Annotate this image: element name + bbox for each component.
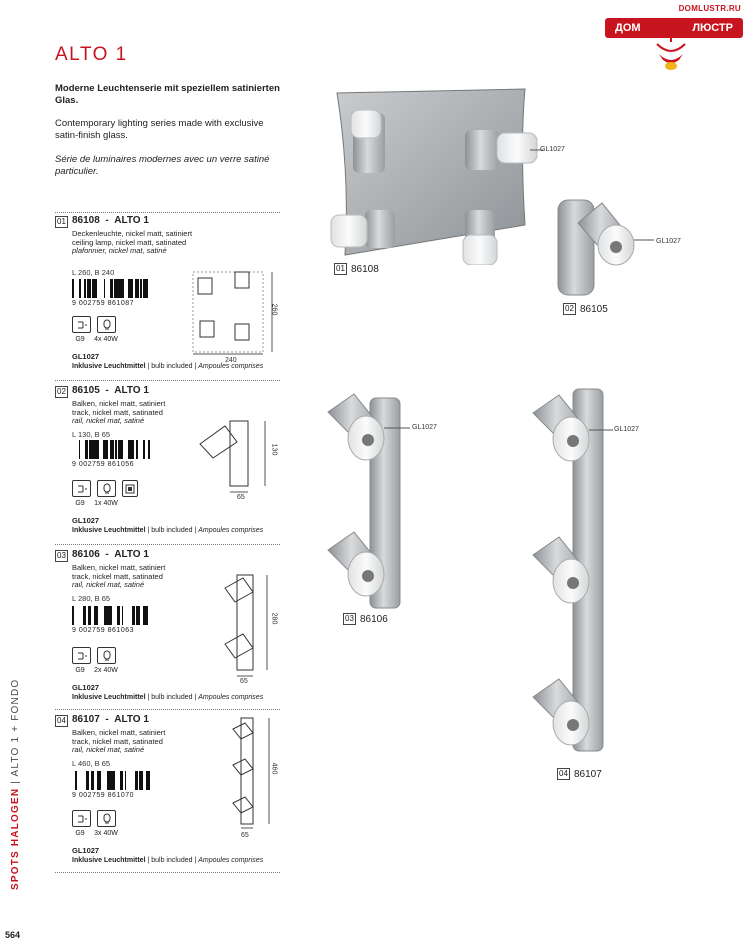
product-label-86108: 01 86108 [334, 263, 379, 275]
barcode-bar [115, 440, 117, 459]
barcode-bar [83, 606, 86, 625]
barcode-bar [143, 440, 145, 459]
intro-french: Série de luminaires modernes avec un verre satiné particulier. [55, 154, 270, 177]
barcode-bar [75, 771, 77, 790]
socket-symbol-icon [72, 647, 91, 664]
barcode-bar [118, 440, 121, 459]
barcode-bar [105, 606, 107, 625]
description-en: ceiling lamp, nickel matt, satinated [72, 237, 187, 247]
barcode-bar [107, 606, 108, 625]
section-name: ALTO 1 [114, 385, 149, 396]
barcode-bar [139, 606, 140, 625]
drawing-height: 260 [270, 303, 278, 316]
barcode-bar [94, 606, 95, 625]
glass-callout: GL1027 [412, 424, 437, 431]
bulb-symbol-icon [97, 810, 116, 827]
product-label-86105: 02 86105 [563, 303, 608, 315]
product-section-01 [55, 216, 280, 376]
section-code: 86105 [72, 385, 100, 396]
barcode-bar [97, 771, 98, 790]
barcode-bar [79, 440, 80, 459]
description-de: Deckenleuchte, nickel matt, satiniert [72, 229, 193, 238]
section-divider [55, 872, 280, 873]
section-description [72, 564, 165, 590]
barcode-bar [140, 279, 142, 298]
barcode-bar [98, 771, 101, 790]
bulb-included-note: Inklusive Leuchtmittel | bulb included | Ampoules comprises [72, 857, 264, 864]
technical-drawing-86108 [190, 266, 280, 356]
section-heading: 86108 - ALTO 1 [72, 215, 149, 226]
page-title: ALTO 1 [55, 44, 128, 65]
glass-callout: GL1027 [540, 146, 565, 153]
brand-logo [595, 2, 747, 74]
barcode-bar [128, 279, 130, 298]
dimensions: L 260, B 240 [72, 268, 115, 277]
section-number: 03 [55, 550, 68, 562]
socket-label: G9 [75, 500, 85, 507]
barcode-bar [146, 771, 149, 790]
section-number: 02 [55, 386, 68, 398]
barcode-bar [114, 279, 115, 298]
barcode-bar [135, 279, 136, 298]
glass-callout: GL1027 [656, 238, 681, 245]
glass-callout: GL1027 [614, 426, 639, 433]
product-image-86105 [550, 195, 660, 300]
barcode-bar [103, 440, 105, 459]
socket-label: G9 [75, 667, 85, 674]
logo-word-left: ДОМ [615, 22, 641, 34]
glass-code: GL1027 [72, 516, 100, 525]
section-description [72, 230, 192, 256]
barcode-bar [122, 606, 123, 625]
bulb-label: 4x 40W [94, 336, 118, 343]
logo-url: DOMLUSTR.RU [678, 4, 741, 13]
product-label-86106: 03 86106 [343, 613, 388, 625]
barcode-bar [136, 279, 139, 298]
section-divider [55, 544, 280, 545]
barcode-bar [128, 440, 131, 459]
drawing-width: 65 [237, 494, 245, 501]
barcode-bar [118, 606, 120, 625]
barcode-bar [131, 440, 134, 459]
barcode-bar [107, 771, 108, 790]
barcode-bar [142, 771, 143, 790]
dimensions: L 130, B 65 [72, 430, 111, 439]
barcode-bar [72, 606, 74, 625]
barcode-bar [122, 279, 123, 298]
drawing-width: 240 [225, 357, 237, 364]
series-label: ALTO 1 + FONDO [10, 678, 21, 777]
vertical-section-title [10, 679, 21, 890]
intro-german: Moderne Leuchtenserie mit speziellem satinierten Glas. [55, 83, 280, 106]
dimensions: L 280, B 65 [72, 594, 111, 603]
barcode-bar [117, 606, 118, 625]
intro-english: Contemporary lighting series made with exclusive satin-finish glass. [55, 118, 264, 141]
product-image-86106 [318, 390, 418, 610]
barcode-bar [120, 771, 121, 790]
barcode-bar [109, 606, 112, 625]
barcode-bar [93, 440, 96, 459]
technical-drawing-86105 [195, 416, 278, 496]
barcode-bar [72, 279, 74, 298]
barcode-number: 9 002759 861056 [72, 461, 134, 468]
description-fr: rail, nickel mat, satiné [72, 580, 145, 589]
barcode-bar [110, 279, 113, 298]
socket-label: G9 [75, 830, 85, 837]
bulb-symbol-icon [97, 480, 116, 497]
barcode-bar [136, 606, 139, 625]
barcode-bar [123, 279, 124, 298]
barcode-bar [143, 606, 146, 625]
barcode-bar [111, 771, 112, 790]
bulb-symbol-icon [97, 316, 116, 333]
description-en: track, nickel matt, satinated [72, 571, 163, 581]
barcode-bar [89, 279, 91, 298]
barcode-graphic [72, 771, 150, 790]
technical-drawing-86106 [215, 570, 278, 680]
dimensions: L 460, B 65 [72, 759, 111, 768]
barcode-graphic [72, 606, 150, 625]
barcode-bar [125, 771, 126, 790]
barcode-bar [118, 279, 121, 298]
barcode-bar [96, 440, 97, 459]
product-label-86107: 04 86107 [557, 768, 602, 780]
barcode-bar [146, 606, 148, 625]
barcode-bar [84, 279, 86, 298]
barcode-bar [94, 279, 97, 298]
barcode-bar [148, 440, 150, 459]
page-number: 564 [5, 930, 21, 940]
barcode-bar [111, 440, 114, 459]
barcode-bar [88, 606, 91, 625]
section-number: 04 [55, 715, 68, 727]
description-de: Balken, nickel matt, satiniert [72, 399, 166, 408]
bulb-label: 2x 40W [94, 667, 118, 674]
barcode-bar [108, 606, 109, 625]
drawing-height: 280 [270, 612, 278, 625]
description-en: track, nickel matt, satinated [72, 736, 163, 746]
category-separator: | [10, 779, 21, 784]
barcode-bar [104, 606, 105, 625]
description-fr: rail, nickel mat, satiné [72, 745, 145, 754]
barcode-bar [79, 279, 81, 298]
barcode-bar [108, 771, 110, 790]
barcode-bar [85, 440, 88, 459]
section-description [72, 729, 165, 755]
section-divider [55, 380, 280, 381]
description-en: track, nickel matt, satinated [72, 407, 163, 417]
barcode-bar [136, 440, 138, 459]
barcode-bar [97, 440, 98, 459]
barcode-graphic [72, 440, 150, 459]
barcode-bar [95, 606, 98, 625]
barcode-bar [91, 771, 94, 790]
barcode-bar [110, 771, 111, 790]
socket-symbol-icon [72, 810, 91, 827]
drawing-width: 65 [240, 678, 248, 685]
barcode-graphic [72, 279, 150, 298]
product-image-86108 [325, 85, 550, 265]
barcode-bar [132, 606, 135, 625]
section-code: 86107 [72, 714, 100, 725]
glass-code: GL1027 [72, 846, 100, 855]
product-image-86107 [525, 385, 625, 755]
barcode-bar [104, 279, 105, 298]
section-number: 01 [55, 216, 68, 228]
product-section-04 [55, 715, 280, 875]
barcode-number: 9 002759 861087 [72, 300, 134, 307]
barcode-bar [107, 440, 108, 459]
product-section-02 [55, 386, 280, 541]
section-name: ALTO 1 [114, 714, 149, 725]
barcode-bar [132, 279, 133, 298]
section-description [72, 400, 165, 426]
barcode-bar [130, 279, 132, 298]
category-label: SPOTS HALOGEN [10, 787, 21, 890]
section-code: 86106 [72, 549, 100, 560]
bulb-symbol-icon [97, 647, 116, 664]
description-de: Balken, nickel matt, satiniert [72, 728, 166, 737]
barcode-bar [115, 279, 118, 298]
socket-symbol-icon [72, 480, 91, 497]
section-divider [55, 212, 280, 213]
barcode-bar [105, 440, 107, 459]
barcode-bar [139, 771, 142, 790]
logo-word-right: ЛЮСТР [692, 22, 733, 34]
barcode-number: 9 002759 861063 [72, 627, 134, 634]
barcode-bar [121, 440, 123, 459]
socket-symbol-icon [72, 316, 91, 333]
chandelier-icon [651, 36, 691, 72]
section-heading: 86105 - ALTO 1 [72, 385, 149, 396]
section-divider [55, 709, 280, 710]
bulb-included-note: Inklusive Leuchtmittel | bulb included | Ampoules comprises [72, 363, 264, 370]
section-code: 86108 [72, 215, 100, 226]
socket-label: G9 [75, 336, 85, 343]
energy-class-icon [122, 480, 138, 497]
barcode-bar [90, 440, 93, 459]
barcode-bar [135, 771, 138, 790]
barcode-bar [87, 279, 88, 298]
section-heading: 86106 - ALTO 1 [72, 549, 149, 560]
product-section-03 [55, 550, 280, 710]
drawing-width: 65 [241, 832, 249, 839]
barcode-bar [149, 771, 150, 790]
drawing-height: 460 [270, 762, 278, 775]
glass-code: GL1027 [72, 683, 100, 692]
barcode-bar [112, 771, 115, 790]
barcode-bar [89, 440, 90, 459]
description-de: Balken, nickel matt, satiniert [72, 563, 166, 572]
barcode-bar [98, 440, 99, 459]
barcode-bar [121, 771, 123, 790]
logo-banner [605, 18, 743, 38]
section-name: ALTO 1 [114, 215, 149, 226]
description-fr: plafonnier, nickel mat, satiné [72, 246, 167, 255]
drawing-height: 130 [270, 443, 278, 456]
barcode-bar [88, 279, 89, 298]
description-fr: rail, nickel mat, satiné [72, 416, 145, 425]
barcode-number: 9 002759 861070 [72, 792, 134, 799]
bulb-included-note: Inklusive Leuchtmittel | bulb included | Ampoules comprises [72, 694, 264, 701]
bulb-included-note: Inklusive Leuchtmittel | bulb included | Ampoules comprises [72, 527, 264, 534]
barcode-bar [143, 279, 146, 298]
bulb-label: 1x 40W [94, 500, 118, 507]
barcode-bar [92, 279, 94, 298]
barcode-bar [121, 279, 122, 298]
barcode-bar [86, 771, 89, 790]
section-heading: 86107 - ALTO 1 [72, 714, 149, 725]
glass-code: GL1027 [72, 352, 100, 361]
barcode-bar [110, 440, 111, 459]
section-name: ALTO 1 [114, 549, 149, 560]
barcode-bar [146, 279, 148, 298]
bulb-label: 3x 40W [94, 830, 118, 837]
